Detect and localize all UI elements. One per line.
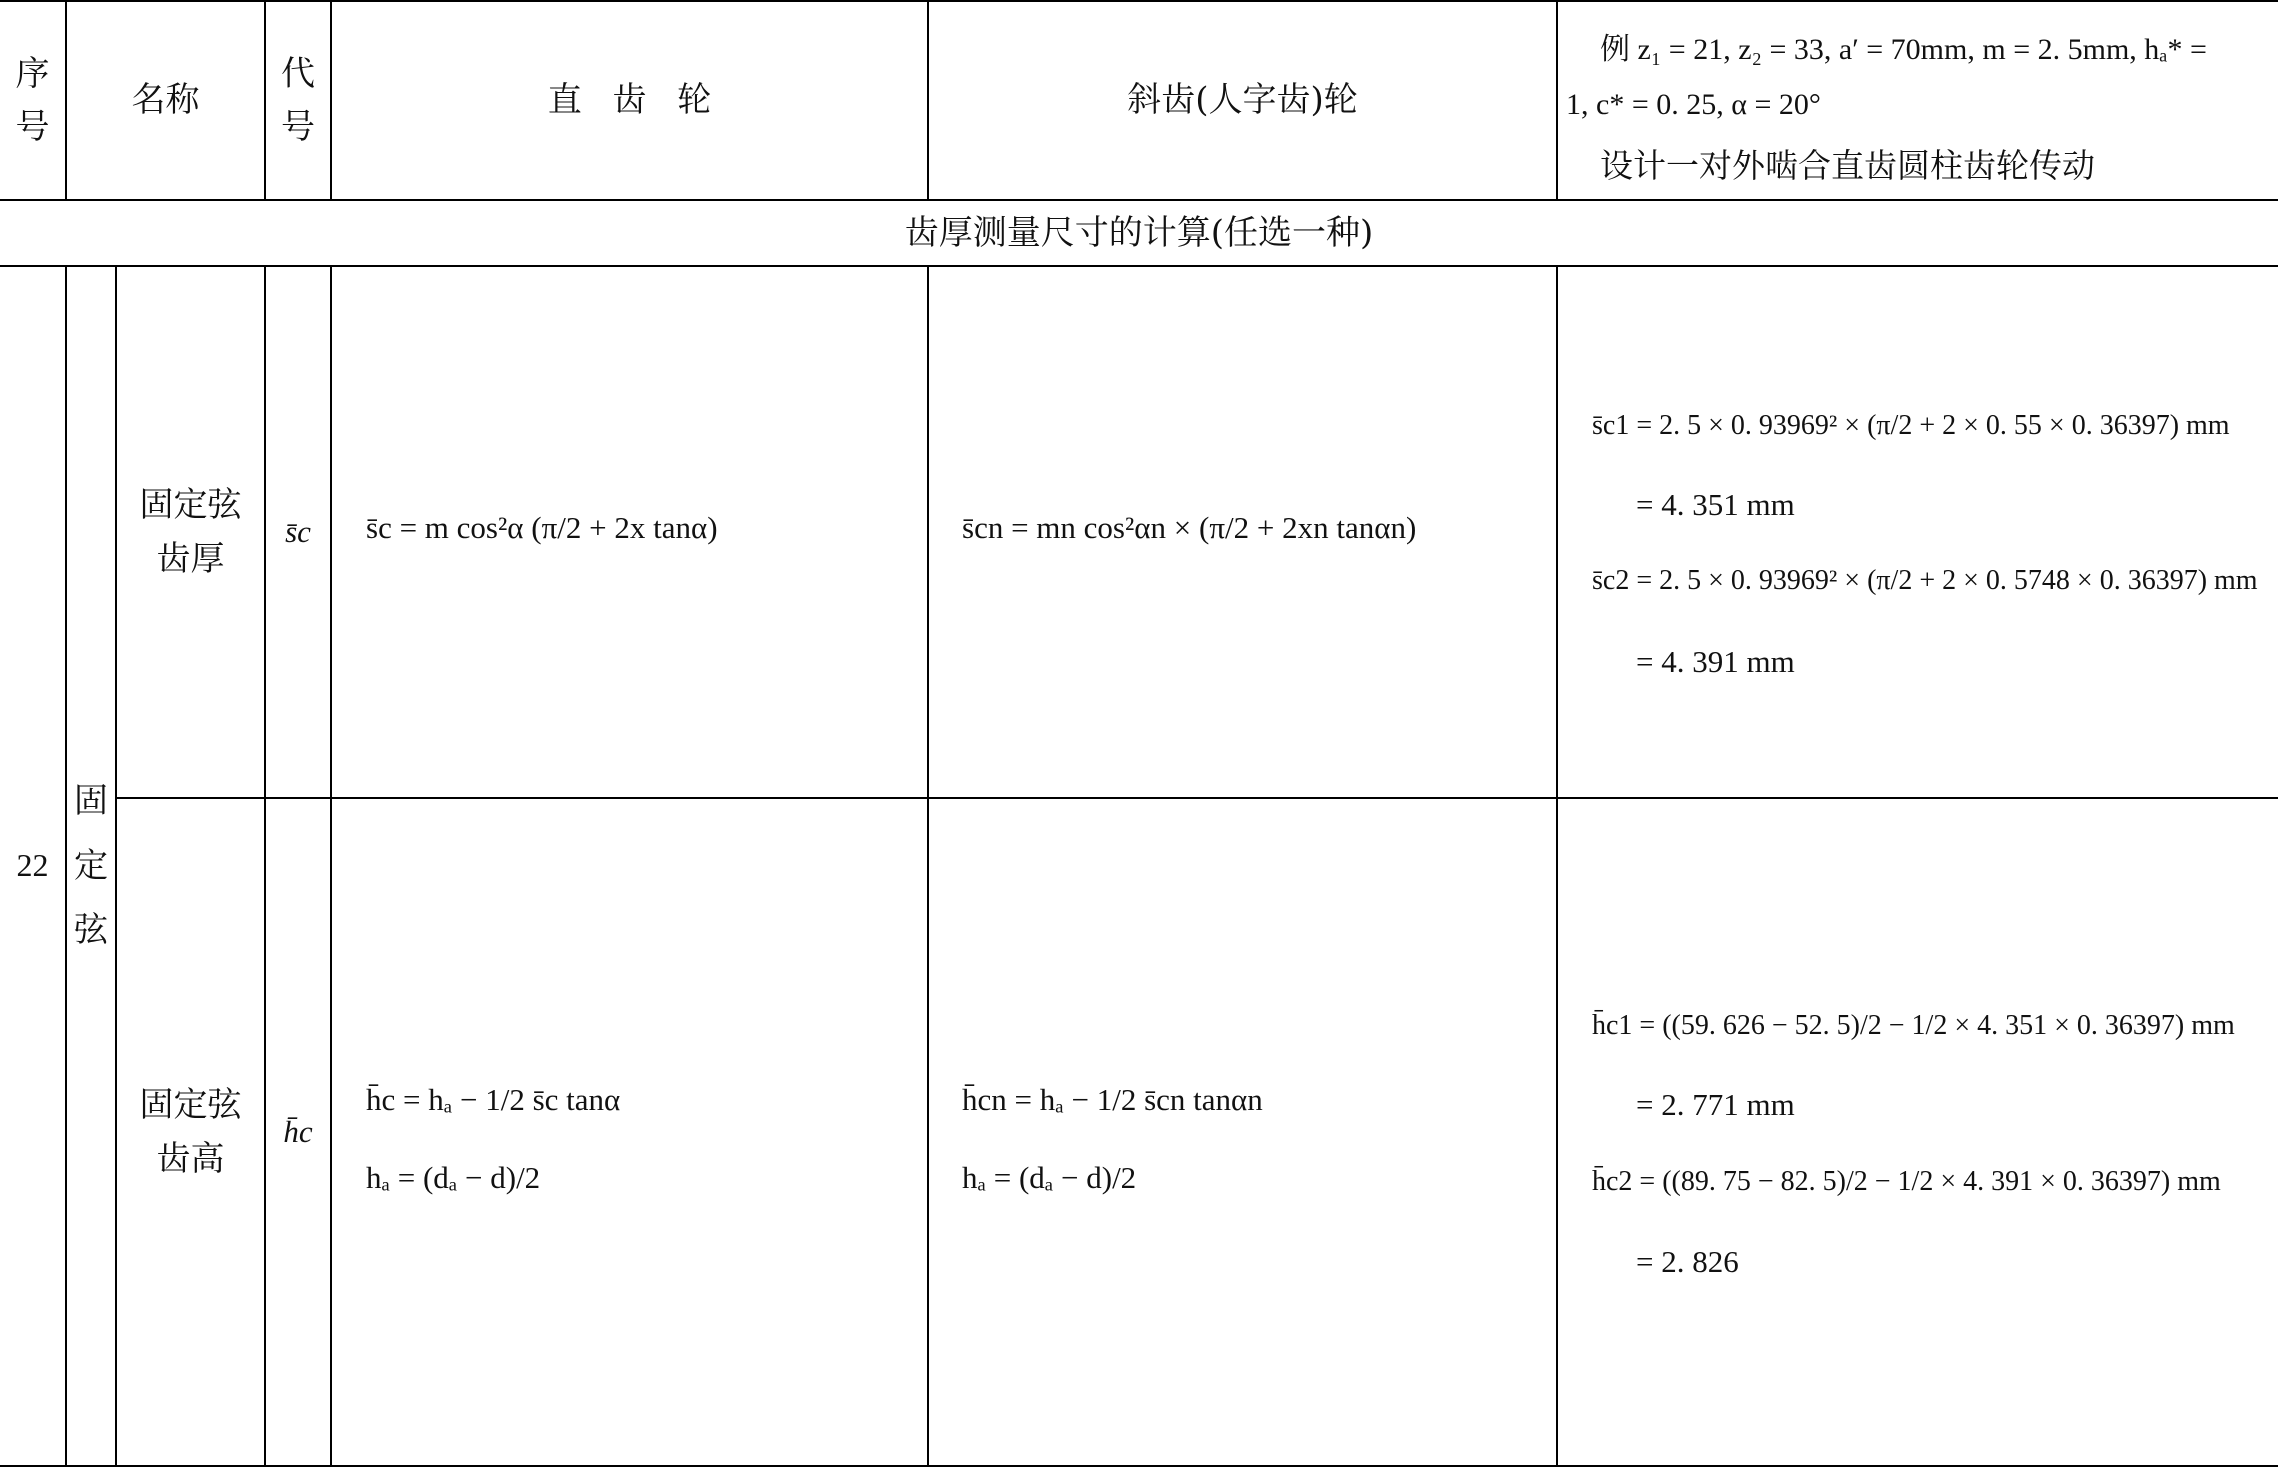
header-spur-text: 直 齿 轮 [547,80,712,121]
item1-example-1: s̄c1 = 2. 5 × 0. 93969² × (π/2 + 2 × 0. 55 × 0. 36397) mm [1592,410,2230,441]
item2-name [117,799,264,1465]
item1-code: s̄c [285,514,311,550]
row-seq [0,267,65,1465]
col-line-4b [330,265,332,1467]
item1-helical-formula: s̄cn = mn cos²αn × (π/2 + 2xn tanαn) [962,510,1417,545]
row-split-line [115,797,2278,799]
col-line-6b [1556,265,1558,1467]
item2-example-2-result: = 2. 826 [1636,1244,1739,1279]
item2-helical-formula-1: h̄cn = hₐ − 1/2 s̄cn tanαn [962,1082,1263,1117]
example-line-1: 例 z₁ = 21, z₂ = 33, a′ = 70mm, m = 2. 5mm, hₐ* = [1600,33,2207,66]
item1-example-2: s̄c2 = 2. 5 × 0. 93969² × (π/2 + 2 × 0. 5748 × 0. 36397) mm [1592,565,2258,596]
header-helical-text: 斜齿(人字齿)轮 [1127,80,1358,121]
section-bottom-line [0,265,2278,267]
item2-spur-formula-1: h̄c = hₐ − 1/2 s̄c tanα [366,1082,621,1117]
row-seq-text: 22 [16,847,49,884]
example-line-2: 1, c* = 0. 25, α = 20° [1566,88,1821,121]
item1-name [117,267,264,797]
section-title [0,201,2278,265]
item2-code: h̄c [283,1114,313,1150]
item2-example-1: h̄c1 = ((59. 626 − 52. 5)/2 − 1/2 × 4. 351 × 0. 36397) mm [1592,1010,2235,1041]
item2-spur-formula-2: hₐ = (dₐ − d)/2 [366,1160,541,1195]
header-name [67,2,264,199]
row-group-text: 固定弦 [74,781,108,951]
item2-helical-formula-2: hₐ = (dₐ − d)/2 [962,1160,1137,1195]
item1-example-2-result: = 4. 391 mm [1636,644,1795,679]
item2-example-1-result: = 2. 771 mm [1636,1087,1795,1122]
item1-name-text: 固定弦齿厚 [139,484,242,579]
section-title-text: 齿厚测量尺寸的计算(任选一种) [904,212,1374,253]
item2-example-2: h̄c2 = ((89. 75 − 82. 5)/2 − 1/2 × 4. 391 × 0. 36397) mm [1592,1166,2221,1197]
header-code-text: 代号 [281,53,315,147]
header-seq [0,2,65,199]
example-line-3: 设计一对外啮合直齿圆柱齿轮传动 [1600,146,2095,185]
header-name-text: 名称 [131,80,200,121]
header-spur [332,2,927,199]
header-helical [929,2,1556,199]
col-line-6 [1556,0,1558,200]
header-code [266,2,330,199]
item1-spur-formula: s̄c = m cos²α (π/2 + 2x tanα) [366,510,718,545]
header-seq-text: 序号 [15,53,50,147]
item2-name-text: 固定弦齿高 [139,1084,242,1179]
item1-example-1-result: = 4. 351 mm [1636,487,1795,522]
col-line-5b [927,265,929,1467]
row-group [67,267,115,1465]
